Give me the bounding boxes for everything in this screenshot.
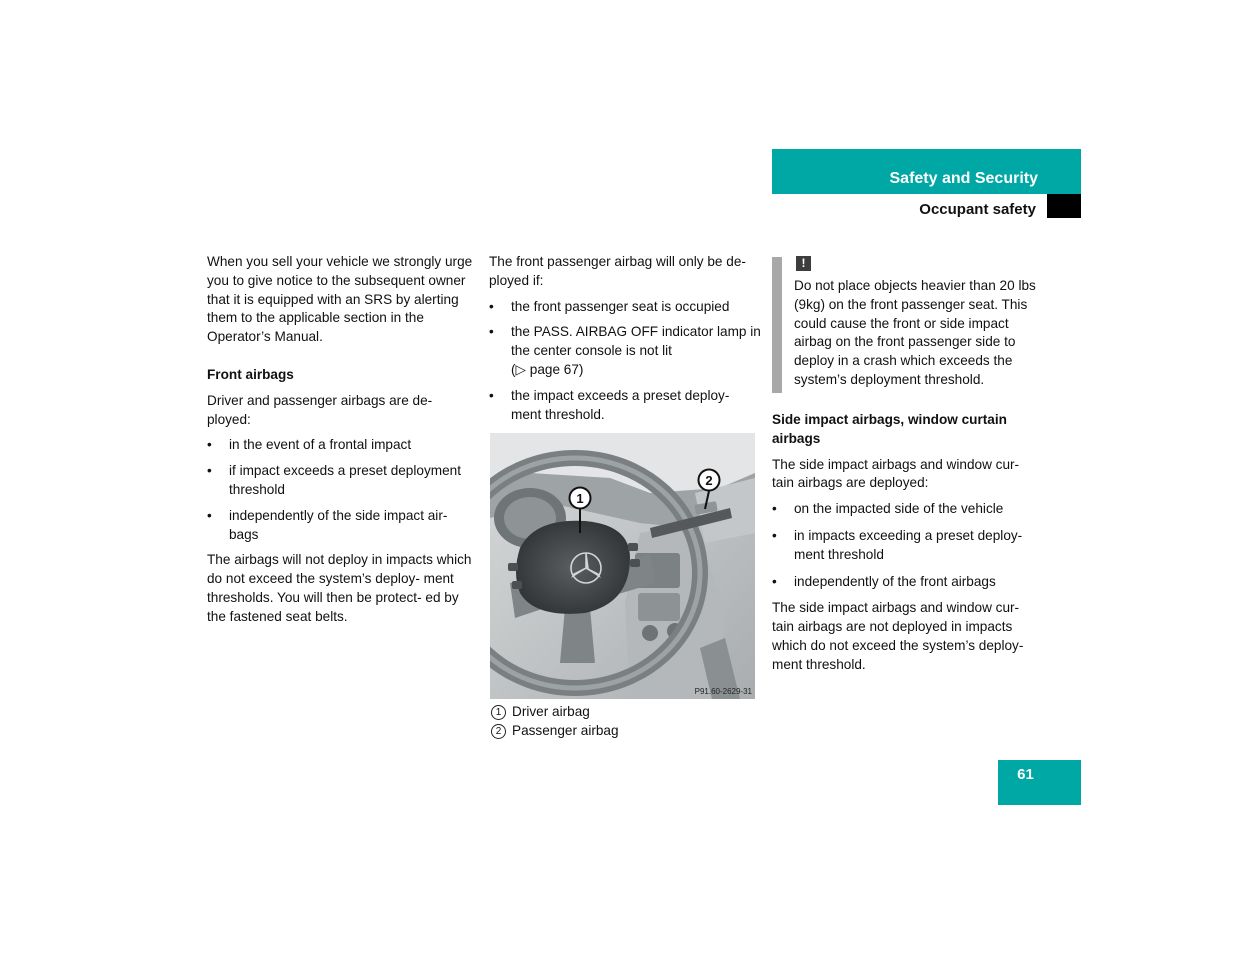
side-deploy-list xyxy=(772,500,1042,591)
section-header-bar xyxy=(772,149,1081,194)
front-deploy-list xyxy=(207,436,475,544)
column-3 xyxy=(772,411,1042,675)
legend-label: Driver airbag xyxy=(512,704,590,720)
page-reference-link[interactable]: (▷ page 67) xyxy=(511,361,584,377)
list-item: • in impacts exceeding a preset deploy- ment threshold xyxy=(772,527,1042,565)
sale-notice-paragraph: When you sell your vehicle we strongly urge you to give notice to the subsequent owner that it is equipped with an SRS by alerting them to the applicable section in the Operator’s Manual. xyxy=(207,254,473,345)
list-item: • if impact exceeds a preset deployment threshold xyxy=(207,462,475,500)
list-item: • the front passenger seat is occupied xyxy=(489,298,761,317)
page-number: 61 xyxy=(1017,766,1034,783)
list-item: • the impact exceeds a preset deploy- ment threshold. xyxy=(489,387,761,425)
callout-number-icon: 2 xyxy=(491,724,506,739)
figure-legend xyxy=(490,703,762,741)
column-1 xyxy=(207,253,475,627)
list-item: • independently of the front airbags xyxy=(772,573,1042,592)
passenger-conditions-list xyxy=(489,298,761,425)
warning-icon: ! xyxy=(796,256,811,271)
no-deploy-paragraph: The airbags will not deploy in impacts which do not exceed the system’s deploy- ment thresholds. You will then be protect- ed by the fastened seat belts. xyxy=(207,552,472,624)
subsection-title: Occupant safety xyxy=(919,201,1036,218)
svg-text:1: 1 xyxy=(576,491,584,506)
figure-code: P91.60-2629-31 xyxy=(694,687,752,696)
side-airbags-heading: Side impact airbags, window curtain airbags xyxy=(772,412,1007,446)
legend-item-driver-airbag xyxy=(490,703,762,722)
side-deploy-intro: The side impact airbags and window cur- tain airbags are deployed: xyxy=(772,456,1020,491)
legend-label: Passenger airbag xyxy=(512,723,619,739)
list-item: • in the event of a frontal impact xyxy=(207,436,475,455)
front-airbags-heading: Front airbags xyxy=(207,366,294,382)
page-number-box xyxy=(998,760,1081,805)
front-deploy-intro: Driver and passenger airbags are de- ployed: xyxy=(207,392,433,427)
svg-text:2: 2 xyxy=(705,473,713,488)
callout-marker-2 xyxy=(699,470,720,491)
list-item-text: the PASS. AIRBAG OFF indicator lamp in the center console is not lit xyxy=(511,324,761,359)
header-marker-block xyxy=(1047,194,1081,218)
section-title: Safety and Security xyxy=(889,170,1038,187)
callout-marker-1 xyxy=(570,488,591,509)
list-item: • independently of the side impact air- bags xyxy=(207,507,475,545)
notice-side-bar xyxy=(772,257,782,393)
passenger-deploy-intro: The front passenger airbag will only be de- ployed if: xyxy=(489,254,746,288)
list-item xyxy=(489,323,761,379)
callout-number-icon: 1 xyxy=(491,705,506,720)
notice-text: Do not place objects heavier than 20 lbs (9kg) on the front passenger seat. This could cause the front or side impact airbag on the front passenger side to deploy in a crash which exceeds the system’s deployment threshold. xyxy=(794,278,1036,387)
column-2 xyxy=(489,253,761,424)
legend-item-passenger-airbag xyxy=(490,722,762,741)
side-no-deploy-paragraph: The side impact airbags and window cur- tain airbags are not deployed in impacts which do not exceed the system’s deploy- ment threshold. xyxy=(772,600,1024,672)
steering-wheel-illustration xyxy=(490,433,755,699)
list-item: • on the impacted side of the vehicle xyxy=(772,500,1042,519)
notice-box xyxy=(794,277,1044,390)
